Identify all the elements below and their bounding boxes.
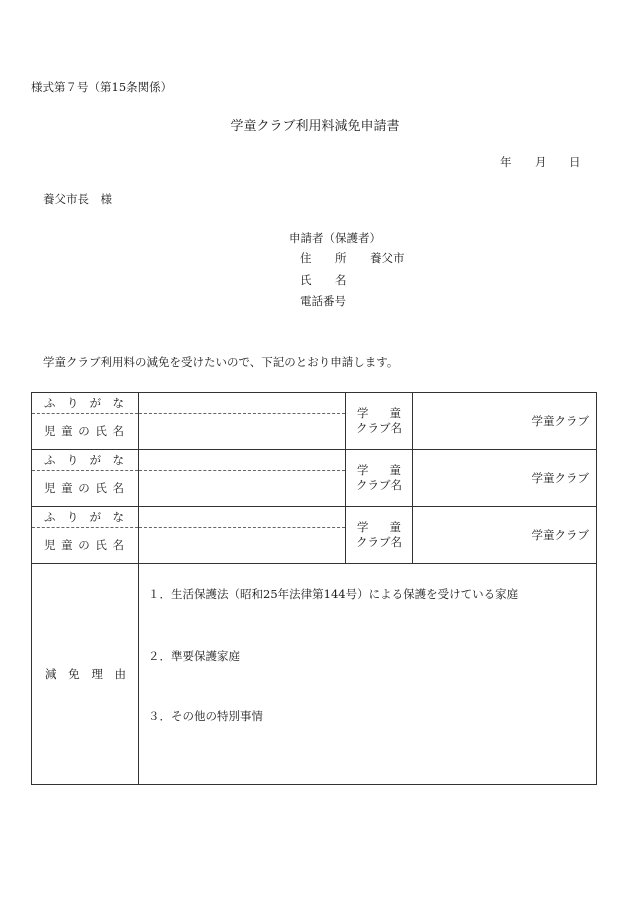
club-name-field-3[interactable]: 学童クラブ — [413, 507, 597, 564]
child-name-field-2[interactable] — [139, 471, 346, 507]
address-label-1: 住 — [300, 251, 312, 265]
club-label: 学 童 クラブ名 — [346, 393, 413, 450]
club-label: 学 童 クラブ名 — [346, 507, 413, 564]
reason-option-1[interactable]: １．生活保護法（昭和25年法律第144号）による保護を受けている家庭 — [148, 587, 519, 601]
child-name-label: 児 童 の 氏 名 — [32, 528, 139, 564]
reason-option-2[interactable]: ２．準要保護家庭 — [148, 649, 240, 663]
address-label-2: 所 — [335, 251, 347, 265]
child-name-field-1[interactable] — [139, 414, 346, 450]
application-table — [31, 392, 597, 785]
club-name-field-2[interactable]: 学童クラブ — [413, 450, 597, 507]
name-label-2: 名 — [335, 273, 347, 287]
furigana-label: ふ り が な — [32, 393, 139, 414]
furigana-field-1[interactable] — [139, 393, 346, 414]
furigana-label: ふ り が な — [32, 507, 139, 528]
address-value: 養父市 — [370, 251, 405, 265]
club-name-field-1[interactable]: 学童クラブ — [413, 393, 597, 450]
furigana-field-2[interactable] — [139, 450, 346, 471]
form-id: 様式第７号（第15条関係） — [31, 80, 173, 94]
intro-text: 学童クラブ利用料の減免を受けたいので、下記のとおり申請します。 — [43, 355, 399, 369]
child-name-field-3[interactable] — [139, 528, 346, 564]
reason-label: 減 免 理 由 — [32, 564, 139, 785]
reason-options — [139, 564, 597, 785]
child-name-label: 児 童 の 氏 名 — [32, 471, 139, 507]
name-label-1: 氏 — [300, 273, 312, 287]
reason-option-3[interactable]: ３．その他の特別事情 — [148, 709, 263, 723]
furigana-label: ふ り が な — [32, 450, 139, 471]
page-title: 学童クラブ利用料減免申請書 — [230, 119, 400, 134]
furigana-field-3[interactable] — [139, 507, 346, 528]
child-name-label: 児 童 の 氏 名 — [32, 414, 139, 450]
date-month: 月 — [535, 155, 547, 169]
applicant-heading: 申請者（保護者） — [289, 231, 381, 245]
date-year: 年 — [500, 155, 512, 169]
addressee: 養父市長 様 — [43, 192, 112, 206]
club-label: 学 童 クラブ名 — [346, 450, 413, 507]
date-day: 日 — [569, 155, 581, 169]
phone-label: 電話番号 — [300, 294, 346, 308]
